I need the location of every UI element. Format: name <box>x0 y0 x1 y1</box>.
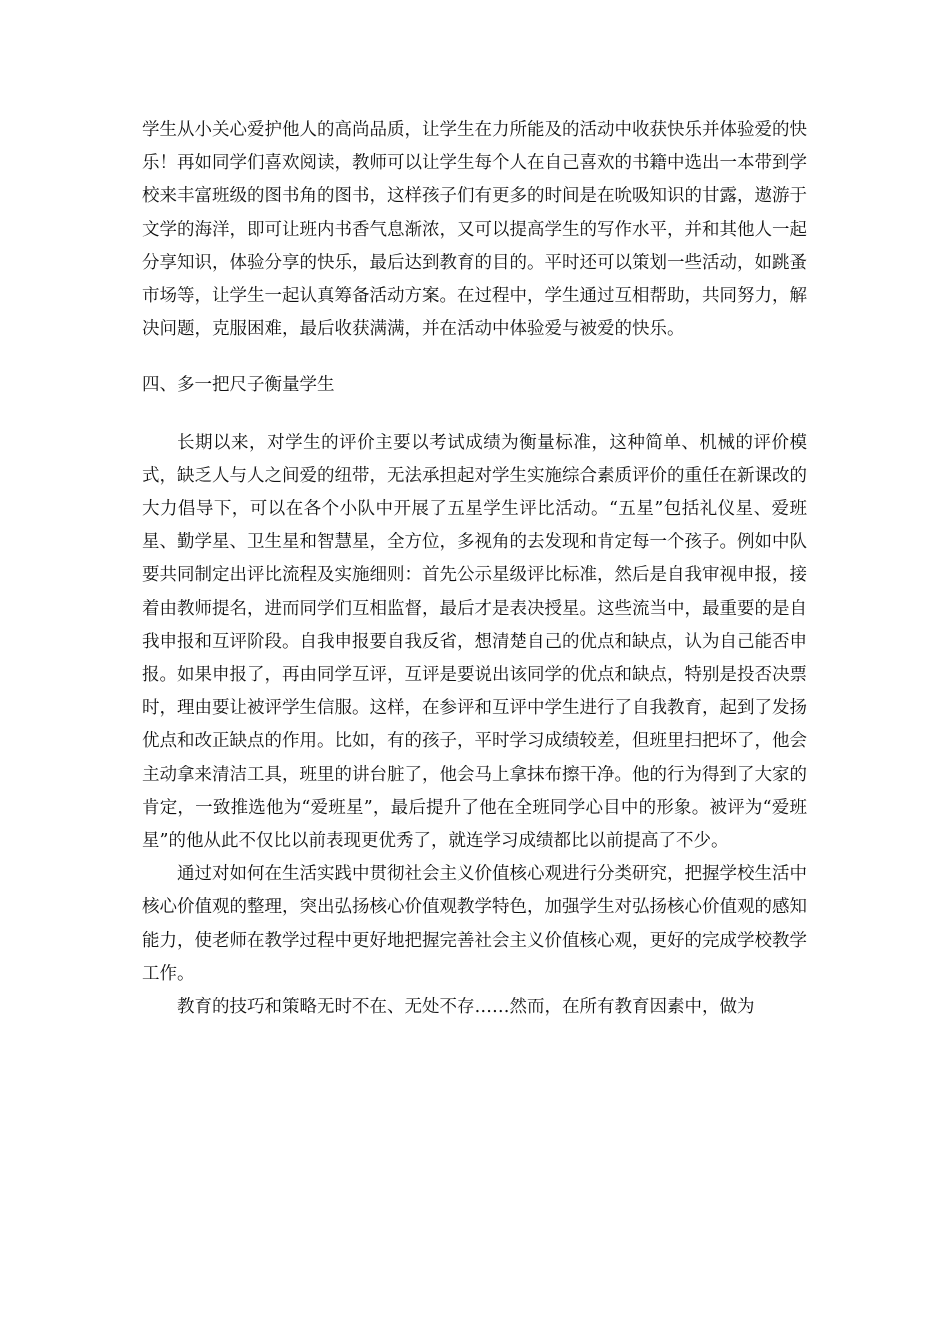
document-body <box>142 114 807 1024</box>
paragraph-core-values: 通过对如何在生活实践中贯彻社会主义价值核心观进行分类研究，把握学校生活中核心价值观的整理，突出弘扬核心价值观教学特色，加强学生对弘扬核心价值观的感知能力，使老师在教学过程中更好地把握完善社会主义价值核心观，更好的完成学校教学工作。 <box>142 864 807 984</box>
section-heading: 四、多一把尺子衡量学生 <box>142 375 335 396</box>
paragraph-education-strategy: 教育的技巧和策略无时不在、无处不存……然而，在所有教育因素中，做为 <box>177 997 755 1018</box>
paragraph-continuation: 学生从小关心爱护他人的高尚品质，让学生在力所能及的活动中收获快乐并体验爱的快乐！再如同学们喜欢阅读，教师可以让学生每个人在自己喜欢的书籍中选出一本带到学校来丰富班级的图书角的图书，这样孩子们有更多的时间是在吮吸知识的甘露，遨游于文学的海洋，即可让班内书香气息渐浓，又可以提高学生的写作水平，并和其他人一起分享知识，体验分享的快乐，最后达到教育的目的。平时还可以策划一些活动，如跳蚤市场等，让学生一起认真筹备活动方案。在过程中，学生通过互相帮助，共同努力，解决问题，克服困难，最后收获满满，并在活动中体验爱与被爱的快乐。 <box>142 120 807 340</box>
paragraph-evaluation: 长期以来，对学生的评价主要以考试成绩为衡量标准，这种简单、机械的评价模式，缺乏人与人之间爱的纽带，无法承担起对学生实施综合素质评价的重任在新课改的大力倡导下，可以在各个小队中开展了五星学生评比活动。“五星”包括礼仪星、爱班星、勤学星、卫生星和智慧星，全方位，多视角的去发现和肯定每一个孩子。例如中队要共同制定出评比流程及实施细则：首先公示星级评比标准，然后是自我审视申报，接着由教师提名，进而同学们互相监督，最后才是表决授星。这些流当中，最重要的是自我申报和互评阶段。自我申报要自我反省，想清楚自己的优点和缺点，认为自己能否申报。如果申报了，再由同学互评，互评是要说出该同学的优点和缺点，特别是投否决票时，理由要让被评学生信服。这样，在参评和互评中学生进行了自我教育，起到了发扬优点和改正缺点的作用。比如，有的孩子，平时学习成绩较差，但班里扫把坏了，他会主动拿来清洁工具，班里的讲台脏了，他会马上拿抹布擦干净。他的行为得到了大家的肯定，一致推选他为“爱班星”，最后提升了他在全班同学心目中的形象。被评为“爱班星”的他从此不仅比以前表现更优秀了，就连学习成绩都比以前提高了不少。 <box>142 432 807 852</box>
